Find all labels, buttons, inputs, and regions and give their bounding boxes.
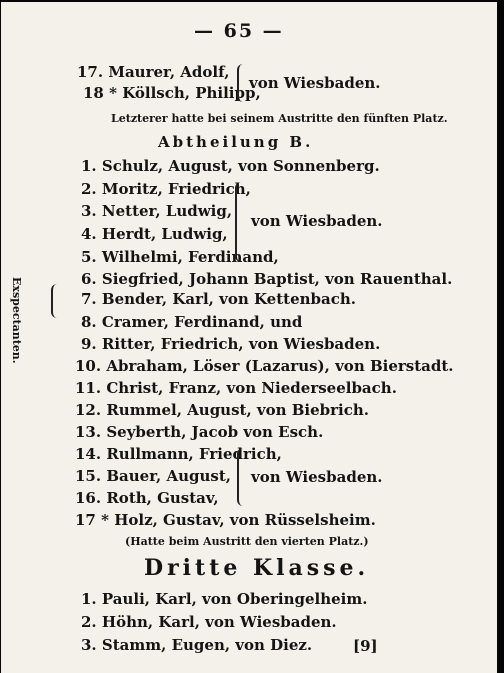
list-item: [75, 379, 397, 397]
entry-number: 17.: [77, 63, 104, 81]
entry-name: Roth, Gustav,: [106, 489, 219, 507]
entry-number: 4.: [81, 225, 97, 243]
entry-name: Netter, Ludwig,: [101, 202, 233, 220]
list-item: [81, 335, 380, 353]
list-item: [81, 180, 251, 198]
entry-number: 9.: [81, 335, 97, 353]
note-top: Letzterer hatte bei seinem Austritte den fünften Platz.: [111, 112, 448, 125]
list-item: [81, 313, 302, 331]
entry-number: 5.: [81, 248, 97, 266]
list-item: [81, 157, 380, 175]
list-item: [81, 202, 232, 220]
entry-name: Seyberth, Jacob von Esch.: [106, 423, 324, 441]
side-label: Exspectanten.: [10, 277, 23, 364]
section-heading-third-class: Dritte Klasse.: [144, 555, 370, 581]
page-number: — 65 —: [194, 20, 284, 42]
entry-number: 14.: [75, 445, 102, 463]
entry-name: Bender, Karl, von Kettenbach.: [101, 290, 356, 308]
entry-number: 2.: [81, 613, 97, 631]
list-item: [75, 423, 323, 441]
entry-number: 18 *: [83, 84, 117, 102]
note-b: (Hatte beim Austritt den vierten Platz.): [125, 535, 369, 548]
list-item: [81, 613, 337, 631]
entry-name: Ritter, Friedrich, von Wiesbaden.: [101, 335, 381, 353]
entry-number: 16.: [75, 489, 102, 507]
list-item: [81, 248, 279, 266]
entry-number: 10.: [75, 357, 102, 375]
list-item: [75, 467, 231, 485]
list-item: [75, 511, 376, 529]
entry-name: Cramer, Ferdinand, und: [101, 313, 303, 331]
entry-number: 3.: [81, 636, 97, 654]
list-item: [81, 225, 228, 243]
entry-name: Stamm, Eugen, von Diez.: [101, 636, 313, 654]
entry-number: 3.: [81, 202, 97, 220]
entry-name: Bauer, August,: [106, 467, 231, 485]
entry-name: Herdt, Ludwig,: [101, 225, 228, 243]
entry-name: Maurer, Adolf,: [108, 63, 230, 81]
entry-number: 1.: [81, 590, 97, 608]
list-item: [81, 290, 356, 308]
entry-number: 12.: [75, 401, 102, 419]
entry-name: Siegfried, Johann Baptist, von Rauenthal.: [101, 270, 453, 288]
entry-number: 7.: [81, 290, 97, 308]
entry-number: 11.: [75, 379, 102, 397]
side-label-box: [7, 277, 25, 364]
group-place: von Wiesbaden.: [251, 212, 383, 230]
entry-name: Christ, Franz, von Niederseelbach.: [106, 379, 397, 397]
group-brace: [237, 64, 245, 102]
list-item: [75, 357, 454, 375]
entry-name: Holz, Gustav, von Rüsselsheim.: [114, 511, 376, 529]
entry-number: 6.: [81, 270, 97, 288]
entry-number: 15.: [75, 467, 102, 485]
group-place: von Wiesbaden.: [249, 74, 381, 92]
list-item: [75, 489, 219, 507]
side-brace: [51, 284, 59, 318]
list-item: [81, 636, 312, 654]
entry-name: Rummel, August, von Biebrich.: [106, 401, 370, 419]
entry-number: 8.: [81, 313, 97, 331]
entry-name: Pauli, Karl, von Oberingelheim.: [101, 590, 368, 608]
list-item: [81, 590, 367, 608]
entry-name: Köllsch, Philipp,: [122, 84, 261, 102]
list-item: [75, 401, 369, 419]
entry-name: Wilhelmi, Ferdinand,: [101, 248, 279, 266]
entry-name: Abraham, Löser (Lazarus), von Bierstadt.: [106, 357, 454, 375]
entry-name: Schulz, August, von Sonnenberg.: [101, 157, 380, 175]
list-item: [75, 445, 282, 463]
section-heading-b: Abtheilung B.: [158, 133, 314, 151]
entry-number: 1.: [81, 157, 97, 175]
entry-number: 17 *: [75, 511, 109, 529]
list-item: [83, 84, 261, 102]
book-page: [1, 2, 497, 673]
list-item: [77, 63, 229, 81]
entry-name: Höhn, Karl, von Wiesbaden.: [101, 613, 337, 631]
signature-mark: [9]: [353, 637, 378, 655]
list-item: [81, 270, 452, 288]
group-brace: [237, 448, 245, 506]
entry-number: 13.: [75, 423, 102, 441]
entry-name: Rullmann, Friedrich,: [106, 445, 282, 463]
group-brace: [235, 182, 243, 262]
entry-name: Moritz, Friedrich,: [101, 180, 251, 198]
entry-number: 2.: [81, 180, 97, 198]
group-place: von Wiesbaden.: [251, 468, 383, 486]
